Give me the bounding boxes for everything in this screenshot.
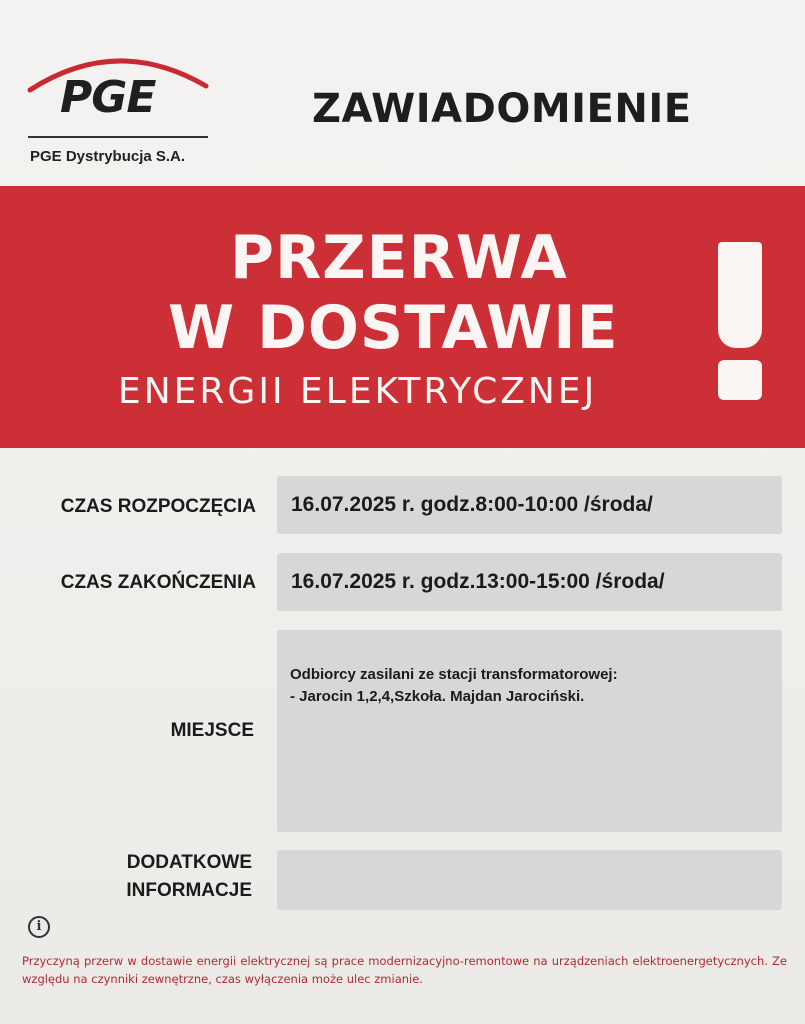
footnote-text: Przyczyną przerw w dostawie energii elektrycznej są prace modernizacyjno-remontowe na urządzeniach elektroenergetycznych. Ze względu na czynniki zewnętrzne, czas wyłączenia może ulec zmianie. (22, 954, 787, 986)
logo-text: PGE (60, 72, 156, 123)
exclamation-icon (714, 242, 766, 402)
place-field (277, 630, 782, 832)
start-time-field (277, 476, 782, 534)
end-time-field (277, 553, 782, 611)
place-line-2: - Jarocin 1,2,4,Szkoła. Majdan Jarociński. (290, 688, 585, 705)
place-line-1: Odbiorcy zasilani ze stacji transformatorowej: (290, 666, 618, 683)
banner-line-1: PRZERWA (230, 223, 568, 293)
outage-banner (0, 186, 805, 448)
info-icon: i (28, 916, 50, 938)
exclamation-bar (718, 242, 762, 348)
start-time-value: 16.07.2025 r. godz.8:00-10:00 /środa/ (291, 493, 653, 516)
place-label: MIEJSCE (170, 720, 254, 741)
logo-divider (28, 136, 208, 138)
extra-info-field (277, 850, 782, 910)
company-name: PGE Dystrybucja S.A. (30, 148, 186, 165)
end-time-value: 16.07.2025 r. godz.13:00-15:00 /środa/ (291, 570, 665, 593)
banner-line-3: ENERGII ELEKTRYCZNEJ (118, 371, 598, 412)
exclamation-dot (718, 360, 762, 400)
start-time-label: CZAS ROZPOCZĘCIA (60, 496, 256, 517)
notice-title: ZAWIADOMIENIE (312, 86, 692, 132)
extra-info-label-1: DODATKOWE (126, 852, 252, 873)
end-time-label: CZAS ZAKOŃCZENIA (60, 572, 256, 593)
pge-logo (22, 38, 222, 178)
extra-info-label-2: INFORMACJE (126, 880, 252, 901)
banner-line-2: W DOSTAWIE (168, 293, 619, 363)
